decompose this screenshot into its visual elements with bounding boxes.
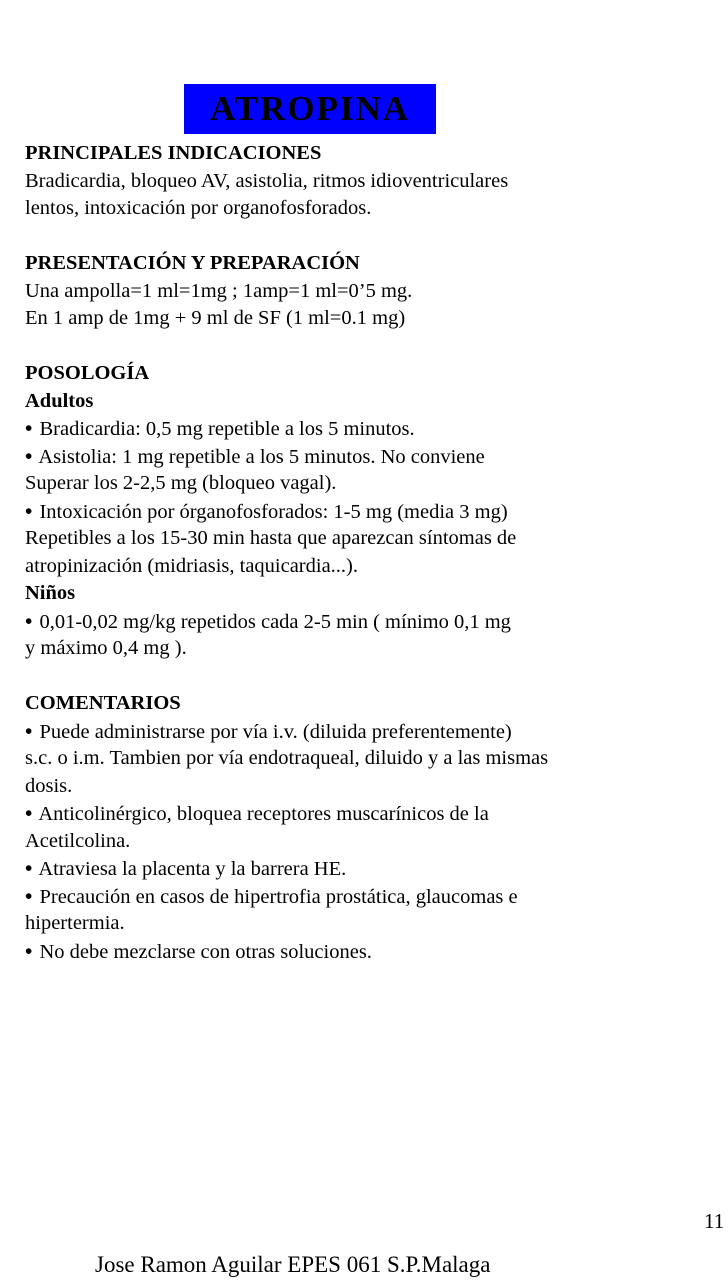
bullet-icon: • [25, 883, 33, 908]
presentation-heading: PRESENTACIÓN Y PREPARACIÓN [25, 252, 360, 274]
bullet-icon: • [25, 608, 33, 633]
bullet-icon: • [25, 416, 33, 440]
indications-line: lentos, intoxicación por organofosforados. [25, 197, 372, 219]
presentation-line: En 1 amp de 1mg + 9 ml de SF (1 ml=0.1 mg) [25, 307, 406, 329]
document-body [25, 140, 725, 965]
bullet-icon: • [25, 443, 33, 468]
dosage-bullet-item [25, 443, 725, 471]
dosage-bullet-item [25, 498, 725, 526]
comments-line: Acetilcolina. [25, 829, 131, 852]
indications-line: Bradicardia, bloqueo AV, asistolia, ritmos idioventriculares [25, 169, 509, 192]
comments-line: dosis. [25, 774, 73, 797]
footer-credit: Jose Ramon Aguilar EPES 061 S.P.Malaga [95, 1252, 491, 1277]
presentation-line: Una ampolla=1 ml=1mg ; 1amp=1 ml=0’5 mg. [25, 279, 413, 302]
bullet-text: Precaución en casos de hipertrofia prostática, glaucomas e [39, 885, 518, 908]
comments-line: s.c. o i.m. Tambien por vía endotraqueal, diluido y a las mismas [25, 747, 549, 769]
bullet-text: Bradicardia: 0,5 mg repetible a los 5 minutos. [39, 418, 415, 440]
bullet-text: Asistolia: 1 mg repetible a los 5 minutos. No conviene [38, 445, 485, 468]
dosage-line: Superar los 2-2,5 mg (bloqueo vagal). [25, 472, 337, 494]
comments-bullet-item [25, 718, 725, 746]
comments-heading: COMENTARIOS [25, 692, 181, 714]
dosage-line: atropinización (midriasis, taquicardia...). [25, 554, 359, 577]
bullet-text: Puede administrarse por vía i.v. (diluida preferentemente) [39, 720, 512, 743]
bullet-text: 0,01-0,02 mg/kg repetidos cada 2-5 min ( mínimo 0,1 mg [39, 610, 511, 633]
bullet-icon: • [25, 856, 33, 880]
comments-line: hipertermia. [25, 912, 125, 934]
bullet-text: No debe mezclarse con otras soluciones. [39, 940, 372, 963]
bullet-icon: • [25, 498, 33, 523]
bullet-icon: • [25, 718, 33, 743]
bullet-icon: • [25, 801, 33, 825]
dosage-heading: POSOLOGÍA [25, 362, 150, 384]
bullet-text: Anticolinérgico, bloquea receptores muscarínicos de la [38, 803, 489, 825]
bullet-icon: • [25, 938, 33, 963]
comments-bullet-item [25, 855, 725, 883]
adults-subheading: Adultos [25, 389, 94, 412]
children-subheading: Niños [25, 582, 76, 604]
comments-bullet-item [25, 883, 725, 911]
page-number: 11 [704, 1209, 725, 1233]
bullet-text: Atraviesa la placenta y la barrera HE. [38, 858, 347, 880]
bullet-text: Intoxicación por órganofosforados: 1-5 mg (media 3 mg) [39, 500, 508, 523]
dosage-bullet-item [25, 608, 725, 636]
dosage-line: y máximo 0,4 mg ). [25, 637, 187, 659]
comments-bullet-item [25, 800, 725, 828]
dosage-line: Repetibles a los 15-30 min hasta que aparezcan síntomas de [25, 527, 517, 549]
page-title: ATROPINA [184, 84, 436, 134]
dosage-bullet-item [25, 415, 725, 443]
indications-heading: PRINCIPALES INDICACIONES [25, 142, 322, 164]
comments-bullet-item [25, 938, 725, 966]
